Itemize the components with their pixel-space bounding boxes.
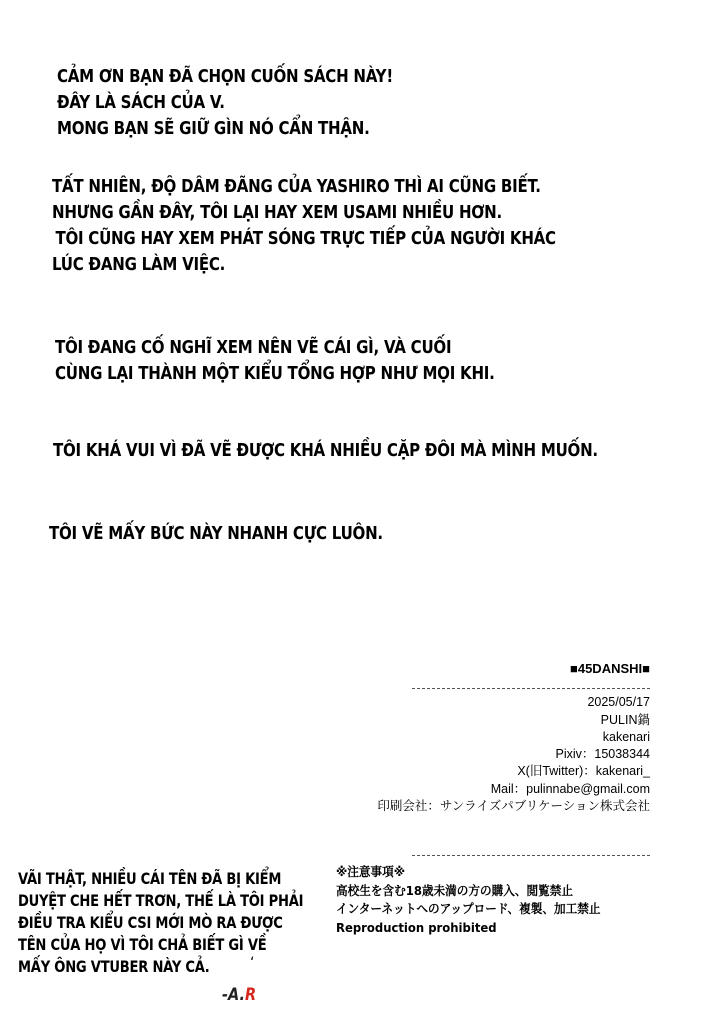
translator-note-line: VÃI THẬT, NHIỀU CÁI TÊN ĐÃ BỊ KIỂM [18,869,282,888]
notice-line: 高校生を含む18歳未満の方の購入、閲覧禁止 [336,882,574,898]
afterword-paragraph-4 [53,438,598,464]
notice-line: Reproduction prohibited [336,919,497,935]
afterword-line: TÔI CŨNG HAY XEM PHÁT SÓNG TRỰC TIẾP CỦA NGƯỜI KHÁC [55,229,556,249]
pixiv-id: Pixiv：15038344 [555,747,650,762]
translator-note-line: ĐIỀU TRA KIỂU CSI MỚI MÒ RA ĐƯỢC [18,913,283,932]
notice-line: インターネットへのアップロード、複製、加工禁止 [336,901,601,916]
printer-name: 印刷会社：サンライズパブリケーション株式会社 [377,799,650,814]
afterword-paragraph-2 [52,174,556,278]
book-title: ■45DANSHI■ [570,661,650,676]
afterword-line: CẢM ƠN BẠN ĐÃ CHỌN CUỐN SÁCH NÀY! [57,67,393,87]
dashed-divider [412,688,650,689]
afterword-paragraph-1 [57,64,393,142]
twitter-handle: X(旧Twitter)：kakenari_ [517,764,650,779]
afterword-paragraph-3 [55,335,495,387]
afterword-line: MONG BẠN SẼ GIỮ GÌN NÓ CẨN THẬN. [57,119,370,139]
dashed-divider [412,855,650,856]
afterword-line: TÔI VẼ MẤY BỨC NÀY NHANH CỰC LUÔN. [49,524,383,544]
translator-note-line: TÊN CỦA HỌ VÌ TÔI CHẢ BIẾT GÌ VỀ [18,935,267,954]
publish-date: 2025/05/17 [587,695,650,710]
afterword-line: ĐÂY LÀ SÁCH CỦA V. [57,93,225,113]
tick-mark: ‘ [250,955,255,971]
translator-signature [222,985,256,1005]
translator-note-line: DUYỆT CHE HẾT TRƠN, THẾ LÀ TÔI PHẢI [18,891,304,910]
afterword-line: CÙNG LẠI THÀNH MỘT KIỂU TỔNG HỢP NHƯ MỌI KHI. [55,364,495,384]
signature-prefix: -A. [222,985,245,1005]
contact-mail: Mail：pulinnabe@gmail.com [490,781,650,796]
afterword-line: TÔI KHÁ VUI VÌ ĐÃ VẼ ĐƯỢC KHÁ NHIỀU CẶP ĐÔI MÀ MÌNH MUỐN. [53,441,598,461]
afterword-paragraph-5 [49,521,383,547]
translator-note [18,868,303,978]
afterword-line: TÔI ĐANG CỐ NGHĨ XEM NÊN VẼ CÁI GÌ, VÀ CUỐI [55,338,452,358]
signature-suffix: R [244,985,257,1005]
afterword-line: LÚC ĐANG LÀM VIỆC. [52,255,226,275]
notice-block [336,863,600,937]
circle-name: PULIN鍋 [600,712,650,727]
afterword-line: TẤT NHIÊN, ĐỘ DÂM ĐÃNG CỦA YASHIRO THÌ AI CŨNG BIẾT. [52,177,541,197]
author-name: kakenari [602,729,650,744]
afterword-line: NHƯNG GẦN ĐÂY, TÔI LẠI HAY XEM USAMI NHIỀU HƠN. [52,203,502,223]
translator-note-line: MẤY ÔNG VTUBER NÀY CẢ. [18,957,210,976]
notice-heading: ※注意事項※ [336,864,406,879]
colophon [377,660,650,815]
